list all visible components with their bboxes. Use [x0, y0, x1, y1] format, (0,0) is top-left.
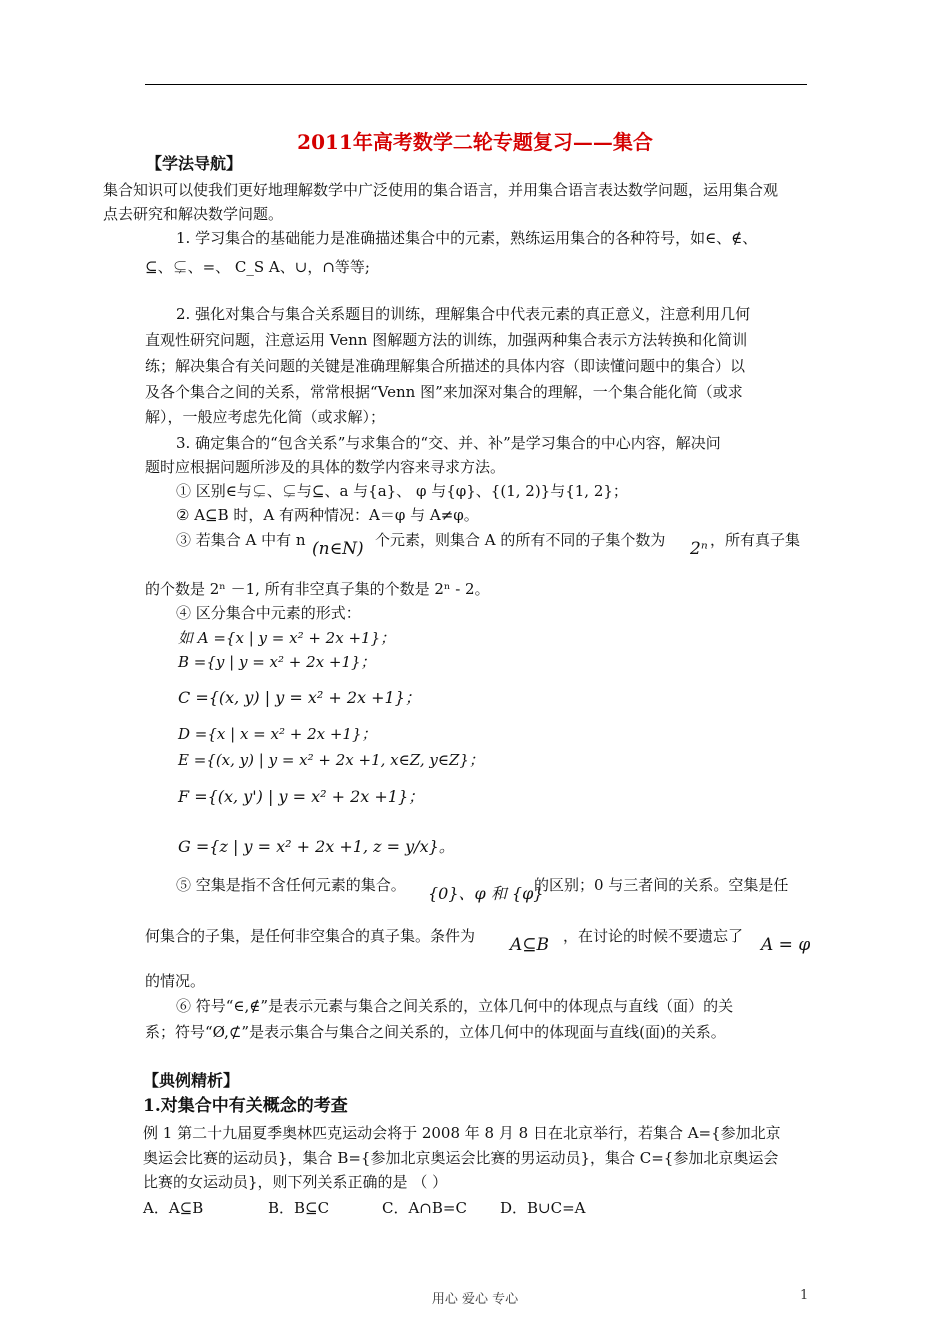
option-d: D．B∪C=A	[500, 1199, 586, 1217]
item-3-formula-n: (n∈N)	[312, 539, 364, 559]
item-5-formula-sets: {0}、φ 和 {φ}	[428, 884, 544, 903]
item-2: ② A⊆B 时，A 有两种情况：A＝φ 与 A≠φ。	[176, 506, 479, 524]
heading-concept-check: 1.对集合中有关概念的考查	[143, 1096, 348, 1116]
set-B-formula: B ={y | y = x² + 2x +1}；	[178, 653, 376, 671]
item-3-formula-power: 2ⁿ	[690, 539, 708, 559]
intro-line-1: 集合知识可以使我们更好地理解数学中广泛使用的集合语言，并用集合语言表达数学问题，运用集合观	[103, 181, 779, 199]
item-5-part-c: 的区别；0 与三者间的关系。空集是任	[534, 876, 789, 894]
page-number: 1	[800, 1288, 809, 1303]
document-title: 2011年高考数学二轮专题复习——集合	[297, 130, 653, 154]
page-footer: 用心 爱心 专心	[431, 1292, 519, 1307]
option-c: C．A∩B=C	[382, 1199, 467, 1217]
example-1-line-1: 例 1 第二十九届夏季奥林匹克运动会将于 2008 年 8 月 8 日在北京举行，若集合 A={参加北京	[143, 1124, 781, 1142]
example-1-line-2: 奥运会比赛的运动员}，集合 B={参加北京奥运会比赛的男运动员}，集合 C={参加北京奥运会	[143, 1149, 779, 1167]
item-5-line-2a: 何集合的子集，是任何非空集合的真子集。条件为	[145, 927, 476, 945]
item-4-heading: ④ 区分集合中元素的形式：	[176, 604, 361, 622]
point-1-line-2: ⊆、⊊、=、 C_S A、∪，∩等等;	[145, 258, 370, 276]
item-5-part-a: ⑤ 空集是指不含任何元素的集合。	[176, 876, 406, 894]
set-E-formula: E ={(x, y) | y = x² + 2x +1, x∈Z, y∈Z}；	[178, 751, 484, 769]
item-1: ① 区别∈与⊊、⊊与⊆、a 与{a}、 φ 与{φ}、{(1, 2)}与{1, 2}；	[176, 482, 628, 500]
set-D-formula: D ={x | x = x² + 2x +1}；	[178, 725, 377, 743]
item-5-formula-empty: A = φ	[761, 935, 811, 955]
item-6-line-2: 系；符号“Ø,⊄”是表示集合与集合之间关系的，立体几何中的体现面与直线(面)的关系。	[145, 1023, 726, 1041]
point-2-line-1: 2. 强化对集合与集合关系题目的训练，理解集合中代表元素的真正意义，注意利用几何	[176, 305, 751, 323]
item-3-part-a: ③ 若集合 A 中有 n	[176, 531, 306, 549]
item-6-line-1: ⑥ 符号“∈,∉”是表示元素与集合之间关系的，立体几何中的体现点与直线（面）的关	[176, 997, 734, 1015]
point-3-line-2: 题时应根据问题所涉及的具体的数学内容来寻求方法。	[145, 458, 506, 476]
set-F-formula: F ={(x, y') | y = x² + 2x +1}；	[178, 787, 425, 806]
item-5-formula-subset: A⊆B	[510, 935, 550, 955]
point-3-line-1: 3. 确定集合的“包含关系”与求集合的“交、并、补”是学习集合的中心内容，解决问	[176, 434, 721, 452]
example-1-line-3: 比赛的女运动员}，则下列关系正确的是 （ ）	[143, 1173, 448, 1191]
item-3-line-2: 的个数是 2ⁿ －1, 所有非空真子集的个数是 2ⁿ - 2。	[145, 580, 490, 598]
point-2-line-2: 直观性研究问题，注意运用 Venn 图解题方法的训练，加强两种集合表示方法转换和化简训	[145, 331, 748, 349]
point-2-line-3: 练；解决集合有关问题的关键是准确理解集合所描述的具体内容（即读懂问题中的集合）以	[145, 357, 746, 375]
header-rule	[145, 84, 807, 85]
section-heading-examples: 【典例精析】	[143, 1071, 240, 1090]
item-5-line-3: 的情况。	[145, 972, 206, 990]
item-5-line-2c: ，在讨论的时候不要遗忘了	[563, 927, 744, 945]
item-3-part-c: 个元素，则集合 A 的所有不同的子集个数为	[375, 531, 666, 549]
point-1-line-1: 1. 学习集合的基础能力是准确描述集合中的元素，熟练运用集合的各种符号，如∈、∉、	[176, 229, 758, 247]
point-2-line-4: 及各个集合之间的关系，常常根据“Venn 图”来加深对集合的理解，一个集合能化简（或求	[145, 383, 743, 401]
option-a: A．A⊆B	[143, 1199, 204, 1217]
point-2-line-5: 解），一般应考虑先化简（或求解）；	[145, 408, 386, 426]
set-A-formula: 如 A ={x | y = x² + 2x +1}；	[178, 629, 396, 647]
option-b: B．B⊆C	[268, 1199, 330, 1217]
set-C-formula: C ={(x, y) | y = x² + 2x +1}；	[178, 688, 421, 707]
item-3-part-e: ，所有真子集	[710, 531, 801, 549]
section-heading-study-guide: 【学法导航】	[146, 154, 243, 173]
intro-line-2: 点去研究和解决数学问题。	[103, 205, 284, 223]
set-G-formula: G ={z | y = x² + 2x +1, z = y/x}。	[178, 837, 455, 856]
